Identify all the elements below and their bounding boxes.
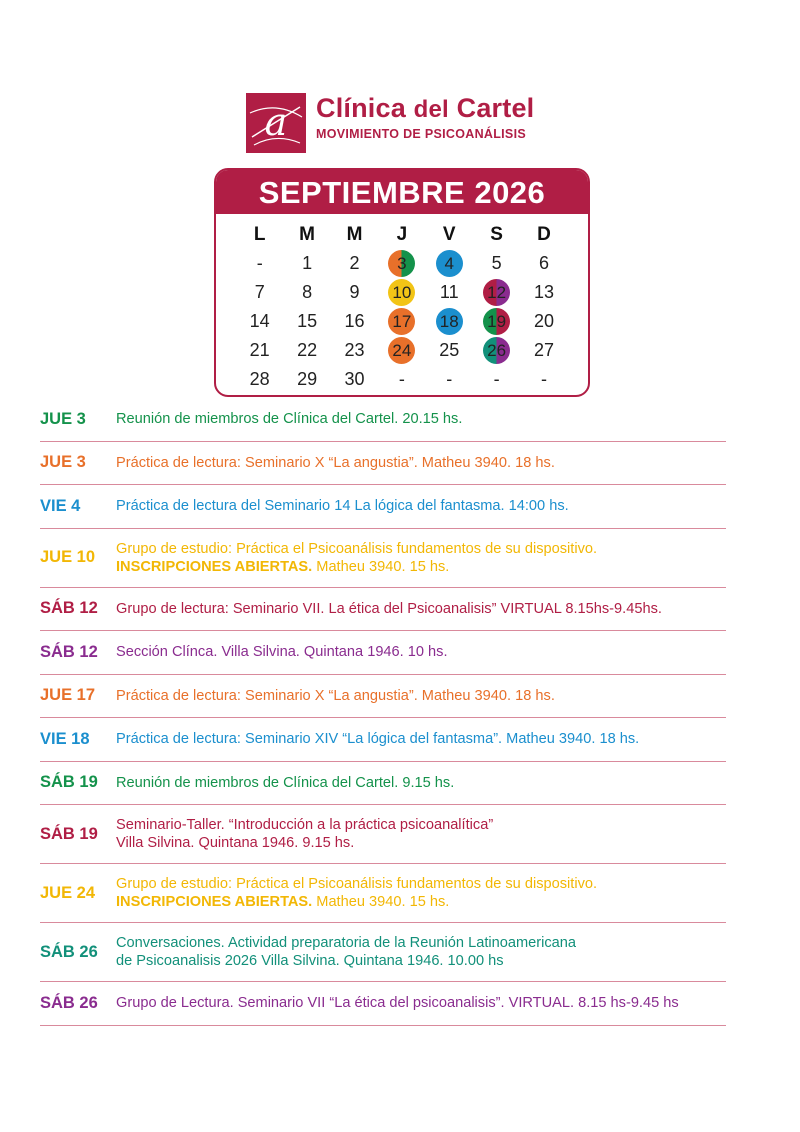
event-text: Reunión de miembros de Clínica del Cartel. 20.15 hs. xyxy=(116,411,463,428)
event-text: Práctica de lectura del Seminario 14 La lógica del fantasma. 14:00 hs. xyxy=(116,498,569,515)
event-day: JUE 10 xyxy=(40,548,96,566)
calendar-day: 27 xyxy=(534,340,555,360)
calendar-day: 13 xyxy=(534,282,555,302)
event-description xyxy=(116,410,462,428)
event-description xyxy=(116,816,493,852)
event-day-marker: 24 xyxy=(388,337,415,364)
event-text: Grupo de estudio: Práctica el Psicoanálisis fundamentos de su dispositivo. xyxy=(116,540,598,557)
calendar-day: 20 xyxy=(534,311,555,331)
event-description xyxy=(116,600,662,618)
calendar-day: 2 xyxy=(349,253,360,273)
calendar-day xyxy=(426,249,473,278)
event-row xyxy=(40,982,726,1026)
event-day: SÁB 12 xyxy=(40,642,98,661)
event-description xyxy=(116,875,597,911)
event-day-marker: 3 xyxy=(388,250,415,277)
event-day-marker: 4 xyxy=(436,250,463,277)
event-text: Matheu 3940. 15 hs. xyxy=(312,894,450,910)
event-text: Práctica de lectura: Seminario X “La angustia”. Matheu 3940. 18 hs. xyxy=(116,687,555,704)
event-description xyxy=(116,540,597,576)
event-row xyxy=(40,631,726,675)
event-line xyxy=(116,730,639,748)
event-line xyxy=(116,687,555,705)
weekday-header-row xyxy=(236,220,568,249)
calendar-day: 1 xyxy=(302,253,313,273)
event-row xyxy=(40,398,726,442)
calendar-week-row xyxy=(236,307,568,336)
calendar-day: 23 xyxy=(344,340,365,360)
event-text: Práctica de lectura: Seminario X “La angustia”. Matheu 3940. 18 hs. xyxy=(116,454,555,471)
event-row xyxy=(40,485,726,529)
weekday-label: L xyxy=(253,223,266,245)
brand-name xyxy=(316,93,534,125)
event-description xyxy=(116,497,569,515)
weekday-label: M xyxy=(299,223,315,245)
event-day: SÁB 26 xyxy=(40,993,98,1012)
event-text: Conversaciones. Actividad preparatoria de la Reunión Latinoamericana xyxy=(116,935,576,951)
calendar-day xyxy=(473,278,520,307)
event-line xyxy=(116,454,555,472)
calendar-day: 11 xyxy=(439,282,459,302)
event-line xyxy=(116,774,454,792)
event-day-marker: 26 xyxy=(483,337,510,364)
event-text: Seminario-Taller. “Introducción a la práctica psicoanalítica” xyxy=(116,817,494,833)
event-row xyxy=(40,762,726,806)
event-line xyxy=(116,834,493,852)
event-description xyxy=(116,643,448,661)
event-day: JUE 17 xyxy=(40,686,96,705)
event-row xyxy=(40,675,726,719)
weekday-label: J xyxy=(396,223,408,245)
calendar-day: 5 xyxy=(491,253,502,273)
brand-logo xyxy=(246,93,534,153)
calendar-day: - xyxy=(398,369,405,389)
event-highlight: INSCRIPCIONES ABIERTAS. xyxy=(116,894,313,910)
event-text: Matheu 3940. 15 hs. xyxy=(312,558,450,575)
event-day: JUE 24 xyxy=(40,883,96,902)
event-description xyxy=(116,994,679,1012)
event-row xyxy=(40,529,726,588)
event-row xyxy=(40,805,726,864)
event-line xyxy=(116,643,448,661)
calendar-day: 21 xyxy=(249,340,270,360)
event-highlight: INSCRIPCIONES ABIERTAS. xyxy=(116,558,313,575)
weekday-label: M xyxy=(346,223,363,245)
event-line xyxy=(116,410,462,428)
calendar-day: - xyxy=(493,369,500,389)
calendar-day xyxy=(378,336,425,365)
event-line xyxy=(116,952,576,970)
event-line xyxy=(116,497,569,515)
event-description xyxy=(116,687,555,705)
calendar-day: 8 xyxy=(302,282,313,302)
calendar-day: 30 xyxy=(344,369,365,389)
calendar-day: - xyxy=(256,253,263,273)
event-text: Práctica de lectura: Seminario XIV “La lógica del fantasma”. Matheu 3940. 18 hs. xyxy=(116,731,640,748)
event-day: VIE 18 xyxy=(40,729,90,748)
calendar-day xyxy=(378,249,425,278)
calendar-title: SEPTIEMBRE 2026 xyxy=(216,170,588,214)
calendar-day: 7 xyxy=(254,282,265,302)
event-line xyxy=(116,558,597,576)
calendar-day: 6 xyxy=(539,253,550,273)
event-day: SÁB 19 xyxy=(40,773,98,792)
brand-name-main: Clínica xyxy=(316,93,406,123)
event-line xyxy=(116,875,597,893)
calendar-week-row xyxy=(236,336,568,365)
calendar-day: - xyxy=(446,369,453,389)
calendar-day xyxy=(426,307,473,336)
event-line xyxy=(116,994,679,1012)
event-line xyxy=(116,540,597,558)
event-row xyxy=(40,923,726,982)
calendar-day: 22 xyxy=(297,340,318,360)
event-description xyxy=(116,934,576,970)
calendar-week-row xyxy=(236,278,568,307)
event-row xyxy=(40,442,726,486)
event-day-marker: 18 xyxy=(436,308,463,335)
calendar-day: - xyxy=(541,369,548,389)
event-day-marker: 10 xyxy=(388,279,415,306)
calendar-day xyxy=(473,307,520,336)
calendar-day: 16 xyxy=(344,311,365,331)
event-text: Sección Clínca. Villa Silvina. Quintana 1946. 10 hs. xyxy=(116,644,448,661)
event-text: Villa Silvina. Quintana 1946. 9.15 hs. xyxy=(116,835,355,851)
calendar-day: 28 xyxy=(249,369,270,389)
event-list xyxy=(40,398,726,1026)
event-line xyxy=(116,934,576,952)
event-day: SÁB 19 xyxy=(40,824,98,843)
calendar-card xyxy=(214,168,590,397)
calendar-day: 29 xyxy=(297,369,318,389)
event-description xyxy=(116,774,454,792)
calendar-day: 14 xyxy=(249,311,270,331)
weekday-label: D xyxy=(537,223,551,245)
calendar-day: 15 xyxy=(297,311,318,331)
event-day: SÁB 12 xyxy=(40,599,98,618)
event-day-marker: 12 xyxy=(483,279,510,306)
event-text: Grupo de estudio: Práctica el Psicoanálisis fundamentos de su dispositivo. xyxy=(116,876,598,892)
brand-name-end: Cartel xyxy=(456,93,535,123)
calendar-day xyxy=(378,278,425,307)
weekday-label: S xyxy=(490,223,503,245)
calendar-day xyxy=(473,336,520,365)
logo-letter: a xyxy=(264,100,288,144)
event-description xyxy=(116,730,639,748)
calendar-day: 25 xyxy=(439,340,460,360)
event-day: SÁB 26 xyxy=(40,942,98,961)
clinica-logo-icon xyxy=(246,93,306,153)
event-text: de Psicoanalisis 2026 Villa Silvina. Quintana 1946. 10.00 hs xyxy=(116,953,504,969)
event-day: JUE 3 xyxy=(40,453,86,472)
event-row xyxy=(40,588,726,632)
event-day-marker: 17 xyxy=(388,308,415,335)
event-text: Grupo de lectura: Seminario VII. La ética del Psicoanalisis” VIRTUAL 8.15hs-9.45hs. xyxy=(116,600,662,617)
event-row xyxy=(40,718,726,762)
event-description xyxy=(116,454,555,472)
calendar-week-row xyxy=(236,365,568,394)
brand-subtitle: MOVIMIENTO DE PSICOANÁLISIS xyxy=(316,127,526,141)
calendar-grid xyxy=(236,220,568,394)
event-line xyxy=(116,893,597,911)
event-line xyxy=(116,816,493,834)
calendar-week-row xyxy=(236,249,568,278)
event-line xyxy=(116,600,662,618)
event-text: Grupo de Lectura. Seminario VII “La ética del psicoanalisis”. VIRTUAL. 8.15 hs-9.45 hs xyxy=(116,995,679,1012)
calendar-day xyxy=(378,307,425,336)
event-day: JUE 3 xyxy=(40,409,86,428)
calendar-day: 9 xyxy=(349,282,360,302)
brand-name-del: del xyxy=(413,96,449,123)
event-day: VIE 4 xyxy=(40,496,81,515)
weekday-label: V xyxy=(442,223,456,245)
event-day-marker: 19 xyxy=(483,308,510,335)
event-text: Reunión de miembros de Clínica del Cartel. 9.15 hs. xyxy=(116,774,455,791)
event-row xyxy=(40,864,726,923)
